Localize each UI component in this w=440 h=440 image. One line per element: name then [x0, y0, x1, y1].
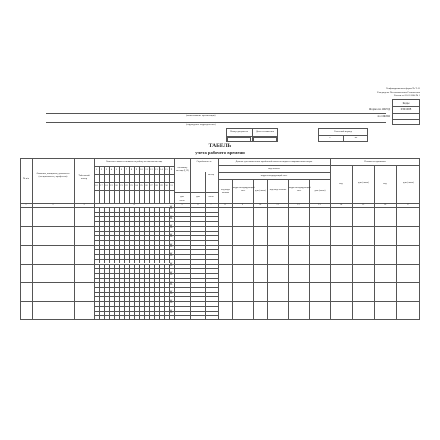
x-mark-icon: X — [169, 290, 173, 296]
pay-days-1: дни (часы) — [255, 189, 266, 192]
employee-name-cell[interactable] — [33, 283, 73, 301]
tab-number-cell[interactable] — [75, 283, 93, 301]
day-number-bottom: 25 — [140, 184, 143, 187]
x-mark-icon: X — [169, 234, 173, 240]
organization-caption: (наименование организации) — [186, 113, 216, 117]
abs-days-1: дни (часы) — [358, 181, 369, 184]
day-number-bottom: 26 — [145, 184, 148, 187]
tab-number-cell[interactable] — [75, 264, 93, 282]
day-number-top: 13 — [155, 168, 158, 171]
day-number-top: 10 — [140, 168, 143, 171]
tab-number-cell[interactable] — [75, 245, 93, 263]
x-mark-icon: X — [169, 300, 173, 306]
x-mark-icon: X — [169, 272, 173, 278]
column-number: 9 — [241, 203, 244, 206]
doc-date-field[interactable] — [253, 137, 277, 142]
column-number: 14 — [339, 203, 343, 206]
pay-corr-1: корреспондирующий счет — [233, 186, 255, 192]
col-half-header: половину месяца (I, II) — [176, 166, 189, 172]
period-label: Отчетный период — [334, 129, 352, 133]
day-number-top: 1 — [95, 168, 98, 171]
day-number-top: 4 — [110, 168, 113, 171]
tab-number-cell[interactable] — [75, 208, 93, 226]
abs-code-2: код — [383, 182, 387, 185]
day-number-bottom: 27 — [150, 184, 153, 187]
day-number-bottom: 16 — [95, 184, 98, 187]
column-number: 16 — [383, 203, 387, 206]
column-number: 12 — [297, 203, 300, 206]
form-title: ТАБЕЛЬ — [208, 143, 232, 149]
col-paytype-header: вид оплаты — [268, 166, 280, 170]
employee-name-cell[interactable] — [33, 245, 73, 263]
form-subtitle: учета рабочего времени — [195, 150, 245, 155]
period-to: по — [354, 136, 358, 139]
okpo-label: по ОКПО — [377, 113, 390, 118]
day-number-bottom: 21 — [120, 184, 123, 187]
column-number: 8 — [224, 203, 226, 206]
day-number-bottom: 28 — [155, 184, 158, 187]
department-line[interactable] — [46, 122, 386, 123]
day-number-top: 6 — [120, 168, 123, 171]
x-mark-icon: X — [169, 262, 173, 268]
okud-code: 0301008 — [400, 107, 412, 111]
col-absence-header: Неявки по причинам — [364, 159, 386, 163]
tab-number-cell[interactable] — [75, 302, 93, 320]
doc-date-label: Дата составления — [256, 130, 274, 133]
employee-name-cell[interactable] — [33, 226, 73, 244]
column-number: 11 — [276, 203, 279, 206]
day-number-top: 14 — [160, 168, 163, 171]
abs-days-2: дни (часы) — [403, 181, 414, 184]
day-number-top: 11 — [145, 168, 148, 171]
x-mark-icon: X — [169, 225, 173, 231]
column-number: 15 — [361, 203, 365, 206]
period-from: с — [329, 136, 331, 139]
day-number-bottom: 22 — [125, 184, 128, 187]
day-number-top: 15 — [165, 168, 168, 171]
approval-line-2: Утверждена Постановлением Госкомстата — [376, 90, 420, 94]
column-number: 13 — [318, 203, 321, 206]
department-caption: (структурное подразделение) — [186, 122, 216, 126]
col-tab-header: Табельный номер — [78, 174, 90, 180]
column-number: 1 — [25, 203, 27, 206]
day-number-top: 7 — [125, 168, 128, 171]
day-number-bottom: 17 — [100, 184, 103, 187]
day-number-bottom: 29 — [160, 184, 163, 187]
day-number-top: 12 — [150, 168, 153, 171]
x-mark-icon: X — [169, 215, 173, 221]
day-number-top: X — [170, 168, 173, 171]
doc-number-label: Номер документа — [230, 130, 248, 133]
col-worked-header: Отработано за — [196, 159, 212, 163]
column-number: 10 — [258, 203, 262, 206]
x-mark-icon: X — [169, 243, 173, 249]
day-number-top: 9 — [135, 168, 138, 171]
abs-code-1: код — [339, 182, 343, 185]
column-number: 2 — [52, 203, 54, 206]
approval-line-3: России от 05.01.2004 № 1 — [393, 94, 420, 97]
day-number-top: 8 — [130, 168, 133, 171]
employee-name-cell[interactable] — [33, 302, 73, 320]
col-payroll-header: Данные для начисления заработной платы по видам и направлениям затрат — [235, 159, 313, 163]
pay-corr-2: корреспондирующий счет — [289, 186, 311, 192]
organization-line[interactable] — [46, 113, 386, 114]
col-hours-header: часы — [179, 199, 185, 202]
approval-line-1: Унифицированная форма № Т-13 — [386, 87, 420, 90]
col-days-header-2: дни — [196, 195, 200, 198]
day-number-bottom: 20 — [115, 184, 118, 187]
okud-label: Форма по ОКУД — [368, 107, 390, 111]
column-number: 3 — [83, 203, 85, 206]
employee-name-cell[interactable] — [33, 264, 73, 282]
tab-number-cell[interactable] — [75, 226, 93, 244]
column-number: 4 — [133, 203, 135, 206]
day-number-top: 3 — [105, 168, 108, 171]
col-days-header: дни — [180, 195, 184, 198]
pay-days-2: дни (часы) — [314, 189, 326, 192]
day-number-top: 5 — [115, 168, 118, 171]
col-num-header: № п/п — [22, 177, 30, 180]
employee-name-cell[interactable] — [33, 208, 73, 226]
codes-header: Коды — [402, 100, 410, 105]
column-number: 17 — [406, 203, 410, 206]
column-number: 7 — [210, 203, 212, 206]
column-number: 6 — [197, 203, 199, 206]
col-account-header: корреспондирующий счет — [260, 173, 288, 177]
day-number-bottom: 23 — [130, 184, 133, 187]
x-mark-icon: X — [169, 281, 173, 287]
day-number-bottom: 30 — [165, 184, 168, 187]
pay-code-2: код вида оплаты — [269, 188, 287, 191]
col-name-header: Фамилия, инициалы, должность (специальность, профессия) — [36, 172, 70, 178]
x-mark-icon: X — [169, 206, 173, 212]
col-hours-header-2: часы — [208, 195, 214, 198]
day-number-top: 2 — [100, 168, 103, 171]
col-month-header: месяц — [207, 173, 215, 176]
day-number-bottom: 18 — [105, 184, 108, 187]
x-mark-icon: X — [169, 309, 173, 315]
pay-code-1: код вида оплаты — [221, 188, 230, 194]
column-number: 5 — [181, 203, 183, 206]
day-number-bottom: 19 — [110, 184, 113, 187]
x-mark-icon: X — [169, 253, 173, 259]
doc-number-field[interactable] — [227, 137, 251, 142]
day-number-bottom: 24 — [135, 184, 138, 187]
col-marks-header: Отметки о явках и неявках на работу по числам месяца — [105, 159, 163, 163]
day-number-bottom: 31 — [170, 184, 173, 187]
